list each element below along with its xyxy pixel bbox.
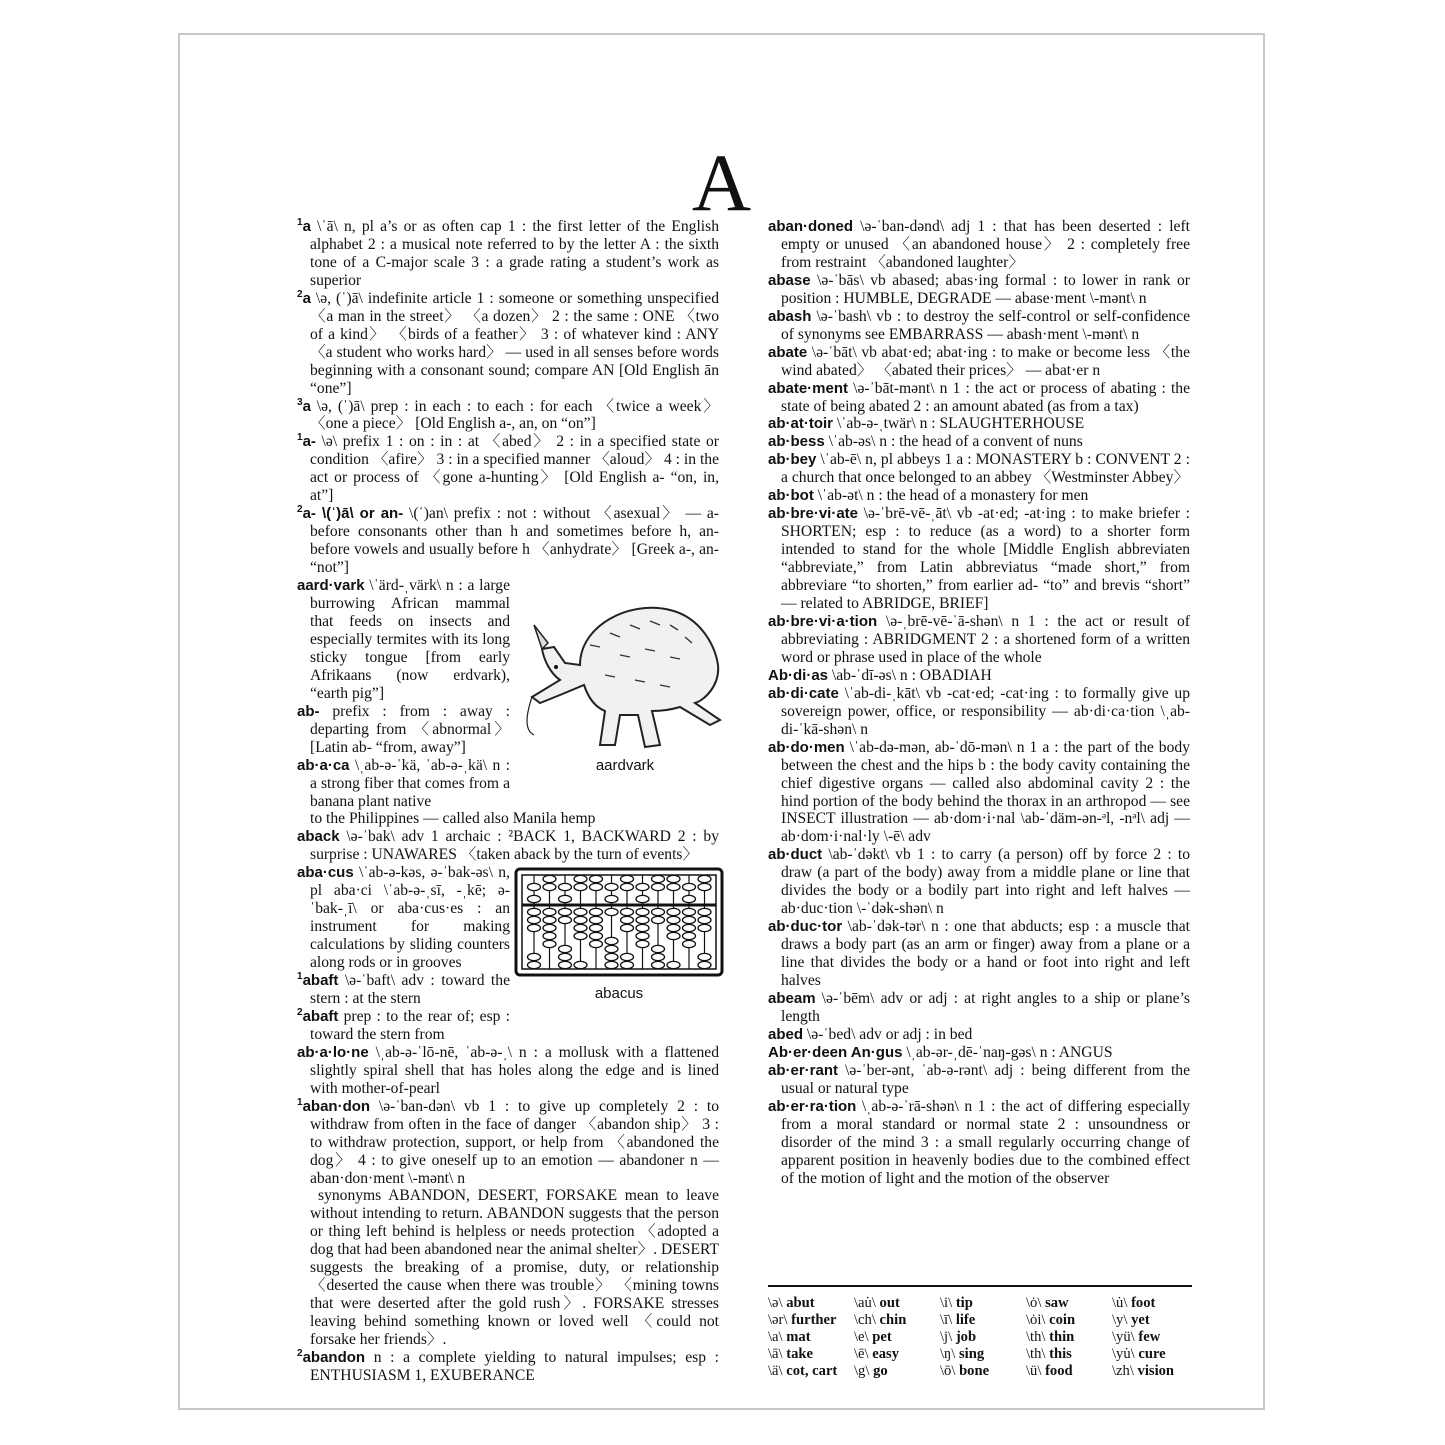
abacus-bead — [621, 908, 634, 915]
definition: \ab-ˈdək-tər\ n : one that abducts; esp : a muscle that draws a body part (as an arm or finger) away from a plane or a line that divides the body or a hand or foot into right and left halves — [781, 918, 1190, 990]
headword: ab·do·men — [768, 738, 845, 756]
right-entries — [768, 218, 1190, 1187]
abacus-bead — [543, 875, 556, 882]
abacus-bead — [528, 924, 541, 931]
right-entry-19 — [768, 1062, 1190, 1098]
right-entry-6 — [768, 433, 1190, 451]
definition: \ˌab-ə-ˈkä, ˈab-ə-ˌkä\ n : a strong fiber that comes from a banana plant native — [310, 756, 510, 810]
right-entry-11 — [768, 667, 1190, 685]
abacus-bead — [543, 932, 556, 939]
aardvark-illustration — [520, 585, 730, 755]
headword: a- \(ˈ)ā\ or an- — [302, 505, 404, 523]
abacus-bead — [652, 875, 665, 882]
abacus-bead — [574, 924, 587, 931]
headword: aard·vark — [297, 577, 365, 595]
left-entry-2 — [297, 398, 719, 434]
pron-key-item: \ȯi\ coin — [1026, 1312, 1076, 1328]
right-entry-9 — [768, 505, 1190, 613]
definition: \ə-ˈbed\ adv or adj : in bed — [803, 1025, 973, 1043]
abacus-bead — [698, 883, 711, 890]
figure-aardvark — [520, 585, 730, 774]
homograph-number: 2 — [297, 504, 303, 516]
definition: \ˈab-əs\ n : the head of a convent of nuns — [824, 433, 1083, 451]
definition: \ˌab-ə-ˈlō-nē, ˈab-ə-ˌ\ n : a mollusk with a flattened slightly spiral shell that has holes along the edge and is lined with mother-of-pearl — [310, 1043, 719, 1097]
abacus-bead — [636, 916, 649, 923]
pron-key-item: \yu̇\ cure — [1112, 1346, 1166, 1362]
left-entries-2 — [297, 1044, 719, 1188]
abacus-bead — [667, 875, 680, 882]
abacus-bead — [636, 932, 649, 939]
abacus-bead — [528, 953, 541, 960]
definition: \ə-ˈbās\ vb abased; abas·ing formal : to lower in rank or position : HUMBLE, DEGRADE — abase·ment \-mənt\ n — [781, 271, 1190, 307]
entry-aback: aback \ə-ˈbak\ adv 1 archaic : ²BACK 1, BACKWARD 2 : by surprise : UNAWARES 〈taken aback by the turn of events〉 — [297, 828, 719, 864]
abacus-bead — [574, 916, 587, 923]
figure-abacus — [514, 867, 724, 1002]
headword: ab·er·ra·tion — [768, 1097, 857, 1115]
headword: abate — [768, 343, 808, 361]
abacus-bead — [605, 953, 618, 960]
headword: ab·duc·tor — [768, 918, 843, 936]
abacus-bead — [636, 940, 649, 947]
abacus-bead — [559, 945, 572, 952]
definition: \ˈab-di-ˌkāt\ vb -cat·ed; -cat·ing : to formally give up sovereign power, office, or responsibility — ab·di·ca·tion \ˌab-di-ˈkā-shən\ n — [781, 684, 1190, 738]
definition: \ˈā\ n, pl a’s or as often cap 1 : the first letter of the English alphabet 2 : a musical note referred to by the letter A : the sixth tone of a C-major scale 3 : a grade rating a student’s work as superior — [310, 218, 719, 289]
definition: \ˈab-ət\ n : the head of a monastery for men — [813, 487, 1089, 505]
definition: prefix : from : away : departing from 〈abnormal〉 [Latin ab- “from, away”] — [310, 702, 510, 756]
headword: abaft — [302, 972, 339, 990]
homograph-number: 2 — [297, 288, 303, 300]
headword: ab·a·ca — [297, 756, 350, 774]
right-entry-5 — [768, 415, 1190, 433]
abacus-bead — [574, 908, 587, 915]
abacus-bead — [621, 916, 634, 923]
headword: aban·don — [302, 1097, 371, 1115]
abacus-bead — [574, 875, 587, 882]
abacus-bead — [683, 932, 696, 939]
abacus-illustration — [514, 867, 724, 979]
abacus-bead — [590, 883, 603, 890]
pron-key-item: \ē\ easy — [854, 1346, 900, 1362]
abacus-bead — [605, 961, 618, 968]
abacus-bead — [590, 932, 603, 939]
abacus-bead — [528, 883, 541, 890]
pron-key-item: \th\ this — [1026, 1346, 1072, 1362]
abacus-bead — [590, 940, 603, 947]
abacus-bead — [605, 895, 618, 902]
right-column — [768, 218, 1190, 1187]
definition: \ə-ˈban-dənd\ adj 1 : that has been deserted : left empty or unused 〈an abandoned house〉 2 : completely free from restraint 〈abandoned laughter〉 — [781, 218, 1190, 271]
section-letter: A — [691, 137, 752, 228]
left-entry-0 — [297, 218, 719, 290]
pron-key-item: \th\ thin — [1026, 1329, 1075, 1345]
headword: ab·bey — [768, 451, 817, 469]
narrow-entries-abacus — [297, 864, 510, 1044]
headword: ab·bot — [768, 487, 814, 505]
entry-abandon-noun: $^2$abandon n : a complete yielding to natural impulses; esp : ENTHUSIASM 1, EXUBERANCE — [297, 1347, 719, 1384]
headword: abaft — [302, 1007, 339, 1025]
left-entry-1 — [297, 1098, 719, 1188]
headword: abash — [768, 307, 812, 325]
abacus-bead — [574, 883, 587, 890]
abacus-bead — [543, 916, 556, 923]
abacus-bead — [667, 883, 680, 890]
pron-key-item: \ə\ abut — [768, 1295, 815, 1311]
abacus-bead — [698, 875, 711, 882]
dictionary-page — [178, 33, 1265, 1410]
headword: ab·di·cate — [768, 684, 839, 702]
right-entry-17 — [768, 1026, 1190, 1044]
pron-key-item: \ā\ take — [768, 1346, 814, 1362]
pron-key-item: \zh\ vision — [1112, 1363, 1175, 1379]
right-entry-4 — [768, 380, 1190, 416]
synonyms-paragraph: synonyms ABANDON, DESERT, FORSAKE mean to leave without intending to return. ABANDON suggests that the person or thing left behind is helpless or needs protection 〈adopted a dog that had been abandoned near the animal shelter〉. DESERT suggests the breaking of a promise, duty, or relationship 〈deserted the cause when there was trouble〉 〈mining towns that were deserted after the gold rush〉. FORSAKE stresses leaving behind something known or loved well 〈could not forsake her friends〉. — [310, 1187, 719, 1349]
abacus-bead — [621, 961, 634, 968]
pron-key-item: \e\ pet — [854, 1329, 892, 1345]
pronunciation-key — [768, 1285, 1192, 1380]
definition: \ə, (ˈ)ā\ prep : in each : to each : for each 〈twice a week〉 〈one a piece〉 [Old English a-, an, on “on”] — [310, 397, 719, 433]
abacus-bead — [559, 961, 572, 968]
homograph-number: 1 — [297, 432, 303, 444]
definition: \ˈärd-ˌvärk\ n : a large burrowing African mammal that feeds on insects and especially termites with its long sticky tongue [from early Afrikaans (now erdvark), “earth pig”] — [310, 577, 510, 702]
headword: aban·doned — [768, 218, 853, 235]
abacus-bead — [698, 953, 711, 960]
abacus-bead — [698, 961, 711, 968]
headword: a — [302, 397, 311, 415]
definition: \(ˈ)an\ prefix : not : without 〈asexual〉 — a- before consonants other than h and sometimes before h, an- before vowels and usually before h 〈anhydrate〉 [Greek a-, an- “not”] — [310, 505, 719, 577]
abacus-bead — [543, 908, 556, 915]
headword: a- — [302, 433, 316, 451]
definition: \ə-ˈban-dən\ vb 1 : to give up completely 2 : to withdraw from often in the face of danger 〈abandon ship〉 3 : to withdraw protection, support, or help from 〈abandoned the dog〉 4 : to give oneself up to an emotion — abandoner n — aban·don·ment \-mənt\ n — [310, 1097, 719, 1187]
abacus-bead — [683, 924, 696, 931]
abacus-bead — [636, 908, 649, 915]
right-entry-18 — [768, 1044, 1190, 1062]
pron-key-item: \ä\ cot, cart — [768, 1363, 838, 1379]
pron-key-item: \i\ tip — [940, 1295, 973, 1311]
pron-key-item: \u̇\ foot — [1112, 1295, 1156, 1311]
abacus-bead — [605, 883, 618, 890]
headword: a — [302, 218, 311, 235]
headword: ab·duct — [768, 846, 823, 864]
right-entry-3 — [768, 344, 1190, 380]
definition: \ˈab-ē\ n, pl abbeys 1 a : MONASTERY b : CONVENT 2 : a church that once belonged to an abbey 〈Westminster Abbey〉 — [781, 451, 1190, 487]
abacus-bead — [559, 916, 572, 923]
headword: abeam — [768, 989, 816, 1007]
headword: Ab·er·deen An·gus — [768, 1043, 903, 1061]
headword: ab·bess — [768, 433, 825, 451]
abacus-bead — [574, 961, 587, 968]
definition: \ə-ˈbāt-mənt\ n 1 : the act or process of abating : the state of being abated 2 : an amount abated (as from a tax) — [781, 379, 1190, 415]
right-entry-12 — [768, 685, 1190, 739]
abacus-bead — [652, 883, 665, 890]
right-entry-10 — [768, 613, 1190, 667]
definition: \ab-ˈdī-əs\ n : OBADIAH — [828, 666, 992, 684]
headword: ab·er·rant — [768, 1061, 839, 1079]
headword: ab·bre·vi·ate — [768, 505, 859, 523]
abacus-bead — [528, 916, 541, 923]
headword: abate·ment — [768, 379, 849, 397]
abacus-bead — [667, 916, 680, 923]
abacus-bead — [636, 883, 649, 890]
abacus-bead — [667, 924, 680, 931]
abacus-bead — [605, 945, 618, 952]
pron-key-item: \g\ go — [854, 1363, 888, 1379]
figure-caption-abacus: abacus — [594, 985, 644, 1002]
definition: \ˈab-ə-ˌtwär\ n : SLAUGHTERHOUSE — [833, 415, 1085, 433]
homograph-number: 1 — [297, 970, 303, 982]
narrow-entry-0 — [297, 577, 510, 703]
definition: \ˌab-ər-ˌdē-ˈnaŋ-gəs\ n : ANGUS — [902, 1043, 1113, 1061]
abacus-bead — [605, 908, 618, 915]
headword: abase — [768, 271, 811, 289]
homograph-number: 1 — [297, 1096, 303, 1108]
abacus-bead — [574, 932, 587, 939]
abacus-bead — [652, 953, 665, 960]
headword: Ab·di·as — [768, 666, 828, 684]
left-entries — [297, 218, 719, 577]
definition: \ə-ˈber-ənt, ˈab-ə-rənt\ adj : being different from the usual or natural type — [781, 1061, 1190, 1097]
definition: \ˈab-ə-kəs, ə-ˈbak-əs\ n, pl aba·ci \ˈab-ə-ˌsī, -ˌkē; ə-ˈbak-ˌī\ or aba·cus·es : an instrument for making calculations by sliding counters along rods or in grooves — [310, 864, 510, 972]
narrow-entries-aardvark — [297, 577, 510, 810]
narrow-entry-1 — [297, 703, 510, 757]
definition: \ə-ˈbēm\ adv or adj : at right angles to a ship or plane’s length — [781, 989, 1190, 1025]
pron-key-item: \j\ job — [940, 1329, 977, 1345]
abacus-bead — [652, 945, 665, 952]
definition: \ˈab-də-mən, ab-ˈdō-mən\ n 1 a : the part of the body between the chest and the hips b : the body cavity containing the chief digestive organs — called also abdominal cavity 2 : the hind portion of the body behind the thorax in an arthropod — see INSECT illustration — ab·dom·i·nal \ab-ˈdäm-ən-ᵊl, -nᵊl\ adj — ab·dom·i·nal·ly \-ē\ adv — [781, 738, 1190, 846]
abacus-bead — [683, 916, 696, 923]
abacus-bead — [621, 953, 634, 960]
abacus-bead — [621, 883, 634, 890]
right-entry-1 — [768, 272, 1190, 308]
abaca-continuation: to the Philippines — called also Manila hemp — [310, 810, 596, 828]
abacus-bead — [543, 883, 556, 890]
left-entry-0 — [297, 1044, 719, 1098]
abacus-bead — [559, 883, 572, 890]
pron-key-item: \ī\ life — [940, 1312, 976, 1328]
abacus-bead — [528, 895, 541, 902]
narrow-entry-2 — [297, 757, 510, 811]
abacus-bead — [683, 895, 696, 902]
homograph-number: 2 — [297, 1006, 303, 1018]
abacus-bead — [590, 916, 603, 923]
definition: \ə-ˈbash\ vb : to destroy the self-control or self-confidence of synonyms see EMBARRASS — abash·ment \-mənt\ n — [781, 307, 1190, 343]
abacus-bead — [605, 937, 618, 944]
abacus-bead — [667, 908, 680, 915]
abacus-bead — [667, 932, 680, 939]
abacus-bead — [590, 924, 603, 931]
abacus-bead — [559, 908, 572, 915]
abacus-bead — [559, 895, 572, 902]
right-entry-13 — [768, 739, 1190, 847]
pron-key-item: \ō\ bone — [940, 1363, 990, 1379]
homograph-number: 1 — [297, 216, 303, 228]
abacus-bead — [683, 908, 696, 915]
left-entry-1 — [297, 290, 719, 398]
right-entry-8 — [768, 487, 1190, 505]
abacus-bead — [698, 916, 711, 923]
right-entry-2 — [768, 308, 1190, 344]
abacus-bead — [543, 924, 556, 931]
pron-key-item: \yü\ few — [1112, 1329, 1161, 1345]
right-entry-0 — [768, 218, 1190, 272]
pron-key-item: \au̇\ out — [854, 1295, 900, 1311]
right-entry-14 — [768, 846, 1190, 918]
headword: aba·cus — [297, 864, 354, 882]
definition: \ə\ prefix 1 : on : in : at 〈abed〉 2 : in a specified state or condition 〈afire〉 3 : in a specified manner 〈aloud〉 4 : in the act or process of 〈gone a-hunting〉 [Old English a- “on, in, at”] — [310, 433, 719, 505]
left-entry-4 — [297, 505, 719, 577]
abacus-bead — [652, 908, 665, 915]
abacus-bead — [636, 895, 649, 902]
headword: ab·at·toir — [768, 415, 833, 433]
abacus-bead — [590, 908, 603, 915]
pron-key-item: \ər\ further — [768, 1312, 837, 1328]
headword: ab·a·lo·ne — [297, 1043, 369, 1061]
figure-caption-aardvark: aardvark — [595, 757, 655, 774]
right-entry-20 — [768, 1098, 1190, 1188]
abacus-bead — [590, 875, 603, 882]
abacus-bead — [683, 883, 696, 890]
narrow-entry-0 — [297, 864, 510, 972]
abacus-bead — [698, 908, 711, 915]
abacus-bead — [667, 961, 680, 968]
abacus-bead — [652, 961, 665, 968]
abacus-bead — [636, 924, 649, 931]
abacus-bead — [698, 924, 711, 931]
definition: \ˌab-ə-ˈrā-shən\ n 1 : the act of differing especially from a moral standard or normal state 2 : unsoundness or disorder of the mind 3 : a small regularly occurring change of apparent position in heavenly bodies due to the combined effect of the motion of light and the motion of the observer — [781, 1097, 1190, 1187]
definition: prep : to the rear of; esp : toward the stern from — [310, 1007, 510, 1043]
definition: \ab-ˈdəkt\ vb 1 : to carry (a person) off by force 2 : to draw (a part of the body) away from a middle plane or line that divides the body or a bodily part into right and left halves — ab·duc·tion \-ˈdək-shən\ n — [781, 846, 1190, 918]
headword: ab·bre·vi·a·tion — [768, 612, 878, 630]
abacus-bead — [559, 953, 572, 960]
abacus-bead — [652, 916, 665, 923]
pron-key-item: \ch\ chin — [854, 1312, 907, 1328]
abacus-bead — [528, 961, 541, 968]
definition: \ə-ˈbaft\ adv : toward the stern : at the stern — [310, 972, 510, 1007]
headword: ab- — [297, 702, 320, 720]
pron-key-item: \ü\ food — [1026, 1363, 1073, 1379]
right-entry-7 — [768, 451, 1190, 487]
abacus-bead — [683, 940, 696, 947]
pron-key-item: \ŋ\ sing — [940, 1346, 985, 1362]
right-entry-15 — [768, 918, 1190, 990]
narrow-entry-1 — [297, 972, 510, 1008]
definition: \ə-ˌbrē-vē-ˈā-shən\ n 1 : the act or result of abbreviating : ABRIDGMENT 2 : a shortened form of a written word or phrase used in place of the whole — [781, 612, 1190, 666]
left-entry-3 — [297, 433, 719, 505]
left-column — [297, 218, 719, 1385]
headword: abed — [768, 1025, 804, 1043]
definition: \ə, (ˈ)ā\ indefinite article 1 : someone or something unspecified 〈a man in the street〉 〈a dozen〉 2 : the same : ONE 〈two of a kind〉 〈birds of a feather〉 3 : of whatever kind : ANY 〈a student who works hard〉 — used in all senses before words beginning with a consonant sound; compare AN [Old English ān “one”] — [310, 289, 719, 397]
definition: \ə-ˈbāt\ vb abat·ed; abat·ing : to make or become less 〈the wind abated〉 〈abated their prices〉 — abat·er n — [781, 343, 1190, 379]
homograph-number: 3 — [297, 396, 303, 408]
narrow-entry-2 — [297, 1008, 510, 1044]
pron-key-item: \ȯ\ saw — [1026, 1295, 1069, 1311]
definition: \ə-ˈbrē-vē-ˌāt\ vb -at·ed; -at·ing : to make briefer : SHORTEN; esp : to reduce (as a word) to a shorter form intended to stand for the whole [Middle English abbreviaten “abbreviate,” from Latin abbreviatus “made short,” from abbreviare “to shorten,” from earlier ad- “to” and brevis “short” — related to ABRIDGE, BRIEF] — [781, 505, 1190, 613]
headword: a — [302, 289, 311, 307]
abacus-bead — [621, 924, 634, 931]
abacus-bead — [543, 940, 556, 947]
pron-key-item: \a\ mat — [768, 1329, 811, 1345]
abacus-bead — [621, 875, 634, 882]
right-entry-16 — [768, 990, 1190, 1026]
abacus-bead — [528, 908, 541, 915]
pron-key-item: \y\ yet — [1112, 1312, 1150, 1328]
